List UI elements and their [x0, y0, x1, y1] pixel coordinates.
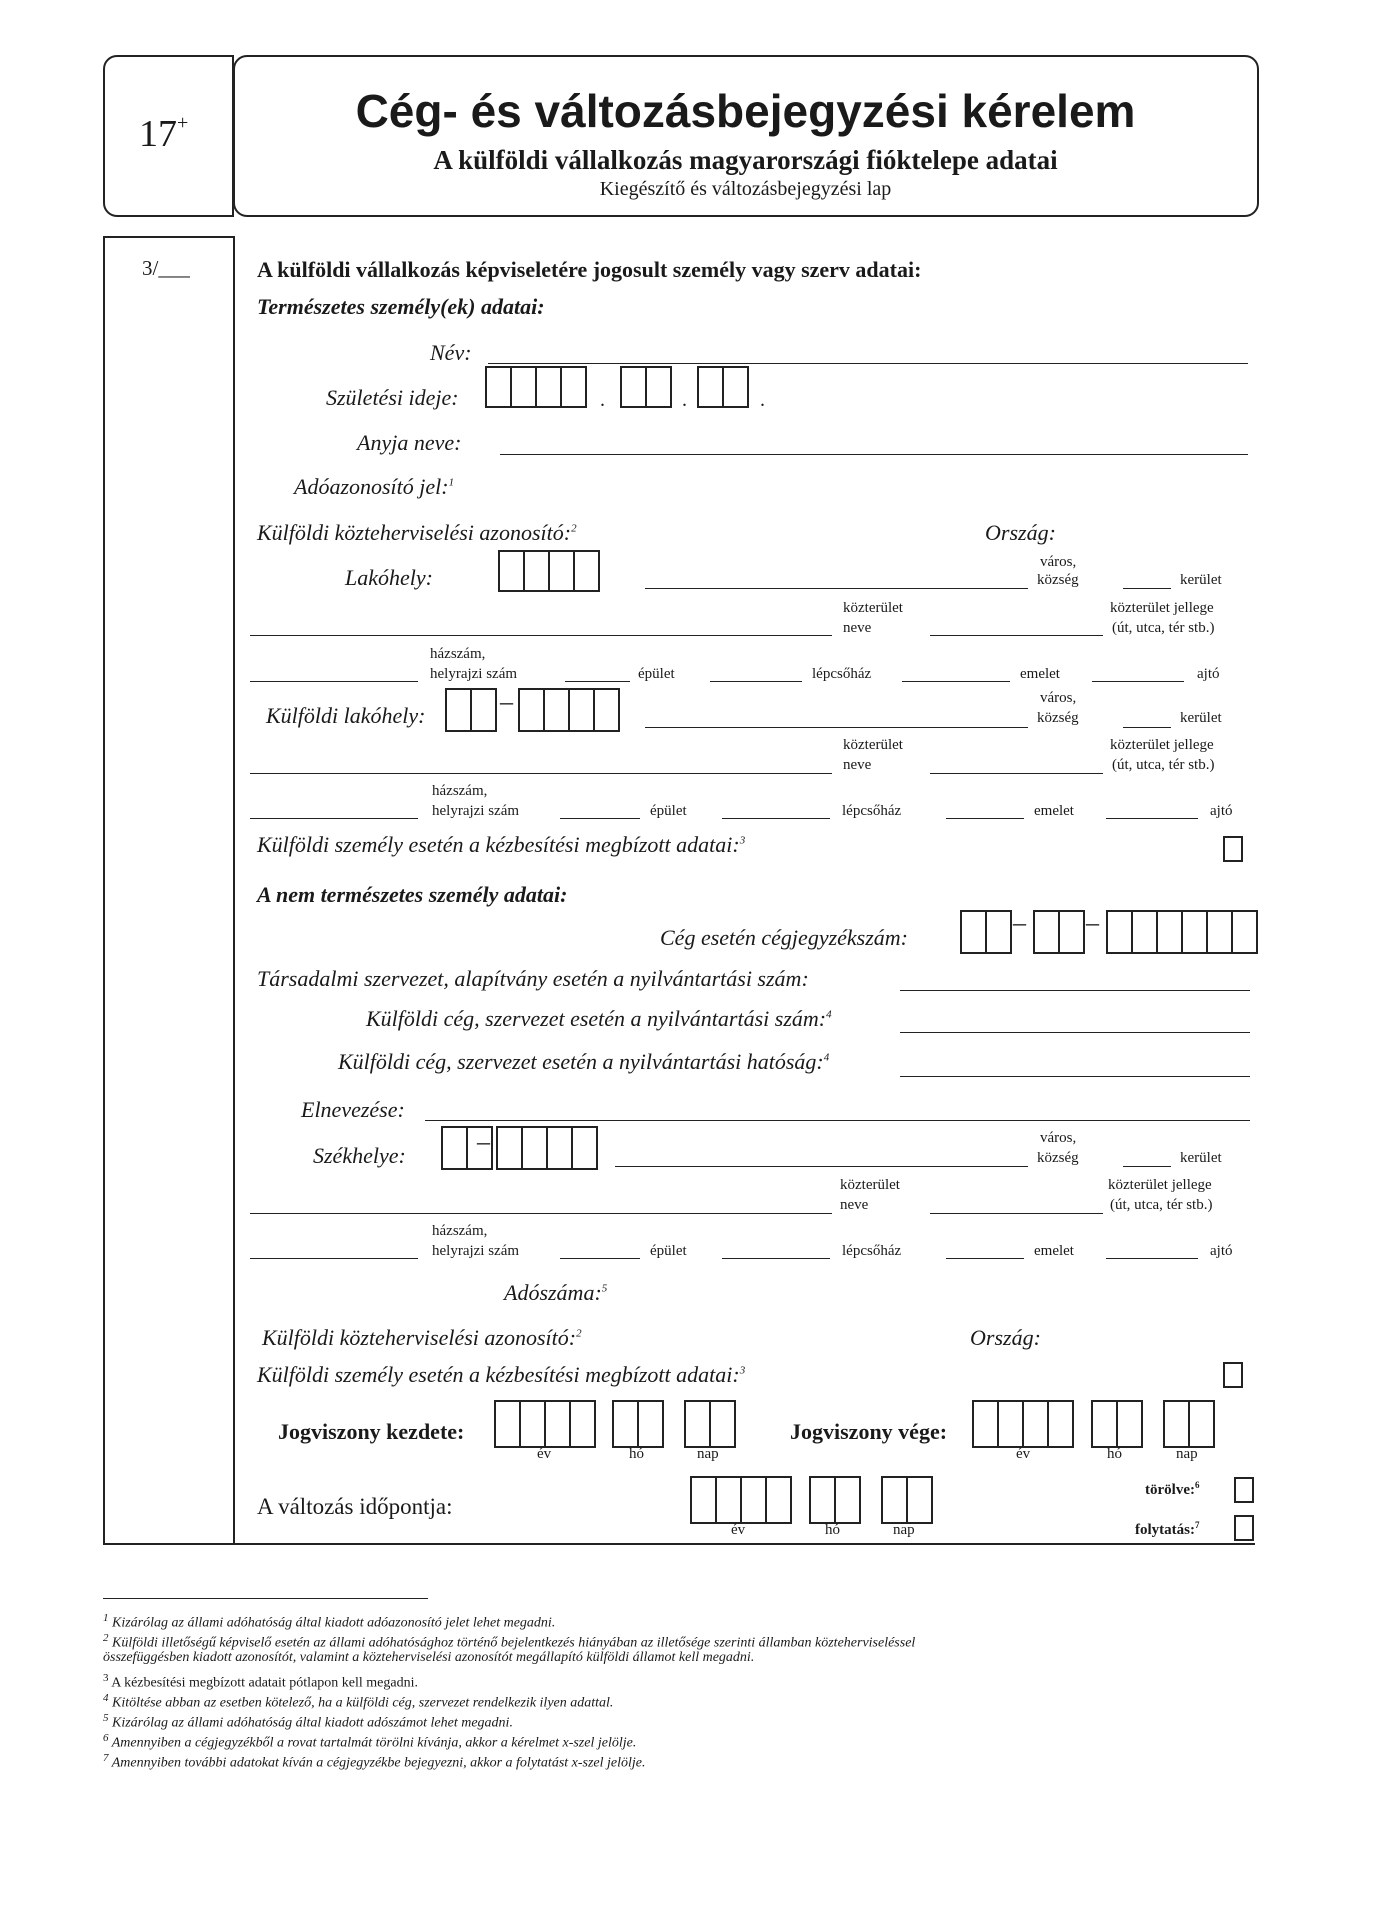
- vege-ho-label: hó: [1107, 1446, 1122, 1462]
- neve-label-3: neve: [840, 1197, 869, 1213]
- hazszam-label-2: házszám,: [432, 783, 488, 799]
- jellege-label: közterület jellege: [1110, 600, 1214, 616]
- kozterulet-label-3: közterület: [840, 1177, 900, 1193]
- szekhely-hazszam-input[interactable]: [250, 1258, 418, 1259]
- lakohely-hazszam-input[interactable]: [250, 681, 418, 682]
- footnote-rule: [103, 1598, 428, 1599]
- neve-label: neve: [843, 620, 872, 636]
- form-number: [139, 112, 188, 156]
- kezbesitesi-checkbox-1[interactable]: [1223, 836, 1243, 862]
- adoszama-label: [504, 1280, 607, 1306]
- kulfoldi-ceg-szam-input[interactable]: [900, 1032, 1250, 1033]
- section1-heading: A külföldi vállalkozás képviseletére jogosult személy vagy szerv adatai:: [257, 257, 922, 282]
- dot-3: .: [760, 389, 765, 411]
- fn-text-5: Kizárólag az állami adóhatóság által kiadott adószámot lehet megadni.: [112, 1715, 513, 1731]
- fn-num-7: 7: [103, 1752, 109, 1764]
- epulet-label: épület: [638, 666, 675, 682]
- footnote-2-cont: [103, 1648, 754, 1668]
- page-subtitle: A külföldi vállalkozás magyarországi fióktelepe adatai: [433, 145, 1058, 175]
- szekhely-emelet-input[interactable]: [1106, 1258, 1198, 1259]
- lakohely-city-input[interactable]: [645, 588, 1028, 589]
- fn-text-2b: összefüggésben kiadott azonosítót, valamint a közteherviselési azonosítót megállapító külföldi államot kell megadni.: [103, 1650, 755, 1665]
- sup-3b: 3: [739, 1364, 746, 1377]
- lakohely-street-input[interactable]: [250, 635, 832, 636]
- adoazonosito-label: [294, 474, 454, 500]
- kulfoldi-type-input[interactable]: [930, 773, 1103, 774]
- jellege2-label-3: (út, utca, tér stb.): [1110, 1197, 1213, 1213]
- epulet-label-2: épület: [650, 803, 687, 819]
- kerulet-label: kerület: [1180, 572, 1222, 588]
- kerulet-label-2: kerület: [1180, 710, 1222, 726]
- valtozas-label: A változás időpontja:: [257, 1494, 453, 1519]
- adoazonosito-text: Adóazonosító jel:: [294, 474, 449, 499]
- ajto-label: ajtó: [1197, 666, 1220, 682]
- kulfoldi-ceg-szam-label: [366, 1006, 832, 1032]
- natural-person-heading: Természetes személy(ek) adatai:: [257, 294, 545, 319]
- page-subsubtitle: Kiegészítő és változásbejegyzési lap: [599, 178, 892, 200]
- szekhely-helyrajzi-input[interactable]: [560, 1258, 640, 1259]
- jellege-label-3: közterület jellege: [1108, 1177, 1212, 1193]
- fn-text-2: Külföldi illetőségű képviselő esetén az állami adóhatósághoz történő bejelentkezés hiányában az illetősége szerinti államban közteherviseléssel: [112, 1635, 916, 1651]
- valtozas-nap-label: nap: [893, 1522, 915, 1538]
- fn-num-3: 3: [103, 1672, 109, 1684]
- hazszam-label-3: házszám,: [432, 1223, 488, 1239]
- orszag-label-2: Ország:: [970, 1325, 1041, 1350]
- emelet-label: emelet: [1020, 666, 1060, 682]
- jellege2-label: (út, utca, tér stb.): [1112, 620, 1215, 636]
- adoszama-text: Adószáma:: [504, 1280, 602, 1305]
- varos-label-3: város,: [1040, 1130, 1077, 1146]
- valtozas-ho-label: hó: [825, 1522, 840, 1538]
- fn-text-7: Amennyiben további adatokat kíván a cégjegyzékbe bejegyezni, akkor a folytatást x-szel jelölje.: [111, 1755, 646, 1771]
- page-title: Cég- és változásbejegyzési kérelem: [355, 85, 1136, 137]
- cegjegyzek-part3-field[interactable]: [1106, 910, 1258, 954]
- kulfoldi-ceg-szam-text: Külföldi cég, szervezet esetén a nyilvántartási szám:: [366, 1006, 827, 1031]
- kozseg-label-3: község: [1037, 1150, 1079, 1166]
- torolve-checkbox[interactable]: [1234, 1477, 1254, 1503]
- sup-4a: 4: [826, 1008, 832, 1021]
- emelet-label-2: emelet: [1034, 803, 1074, 819]
- kezdete-ho-field[interactable]: [612, 1400, 664, 1448]
- vege-ev-label: év: [1016, 1446, 1031, 1462]
- kulfoldi-helyrajzi-input[interactable]: [560, 818, 640, 819]
- kezdete-nap-label: nap: [697, 1446, 719, 1462]
- kozterulet-label: közterület: [843, 600, 903, 616]
- dash-1: –: [500, 687, 513, 716]
- kulfoldi-district-input[interactable]: [1123, 727, 1171, 728]
- sup-7: 7: [1195, 1520, 1200, 1530]
- valtozas-ev-field[interactable]: [690, 1476, 792, 1524]
- form-number-text: 17: [139, 113, 177, 155]
- ajto-label-2: ajtó: [1210, 803, 1233, 819]
- jellege-label-2: közterület jellege: [1110, 737, 1214, 753]
- neve-label-2: neve: [843, 757, 872, 773]
- szekhelye-label: Székhelye:: [313, 1143, 406, 1168]
- helyrajzi-label-2: helyrajzi szám: [432, 803, 520, 819]
- kulfoldi-ceg-hatosag-input[interactable]: [900, 1076, 1250, 1077]
- elnevezese-label: Elnevezése:: [301, 1097, 405, 1122]
- kezdete-ev-label: év: [537, 1446, 552, 1462]
- varos-label: város,: [1040, 554, 1077, 570]
- kezbesitesi-text-2: Külföldi személy esetén a kézbesítési megbízott adatai:: [257, 1362, 740, 1387]
- nev-input[interactable]: [488, 363, 1248, 364]
- szekhely-street-input[interactable]: [250, 1213, 832, 1214]
- lepcsohaz-label: lépcsőház: [812, 666, 872, 682]
- kulfoldi-azon-text-2: Külföldi közteherviselési azonosító:: [262, 1325, 577, 1350]
- cegjegyzek-part1-field[interactable]: [960, 910, 1012, 954]
- vege-ev-field[interactable]: [972, 1400, 1074, 1448]
- folytatas-text: folytatás:: [1135, 1522, 1195, 1538]
- valtozas-ev-label: év: [731, 1522, 746, 1538]
- ajto-label-3: ajtó: [1210, 1243, 1233, 1259]
- kozseg-label-2: község: [1037, 710, 1079, 726]
- anyja-label: Anyja neve:: [357, 430, 462, 455]
- lepcsohaz-label-3: lépcsőház: [842, 1243, 902, 1259]
- kulfoldi-ceg-hatosag-label: [338, 1049, 829, 1075]
- page-ref: 3/___: [142, 256, 190, 280]
- vege-ho-field[interactable]: [1091, 1400, 1143, 1448]
- kezbesitesi-text-1: Külföldi személy esetén a kézbesítési megbízott adatai:: [257, 832, 740, 857]
- kezdete-ho-label: hó: [629, 1446, 644, 1462]
- birth-month-field[interactable]: [620, 366, 672, 408]
- hazszam-label: házszám,: [430, 646, 486, 662]
- kulfoldi-country-code-field[interactable]: [445, 688, 497, 732]
- sup-2b: 2: [576, 1327, 582, 1340]
- lakohely-lepcsohaz-input[interactable]: [902, 681, 1010, 682]
- kulfoldi-azon-label-2: [262, 1325, 582, 1351]
- kerulet-label-3: kerület: [1180, 1150, 1222, 1166]
- szekhely-lepcsohaz-input[interactable]: [946, 1258, 1024, 1259]
- dash-3: –: [1086, 908, 1099, 937]
- kulfoldi-hazszam-input[interactable]: [250, 818, 418, 819]
- vege-nap-label: nap: [1176, 1446, 1198, 1462]
- footnote-7: [103, 1748, 646, 1774]
- fn-text-6: Amennyiben a cégjegyzékből a rovat tartalmát törölni kívánja, akkor a kérelmet x-szel jelölje.: [111, 1735, 637, 1751]
- fn-num-1: 1: [103, 1612, 109, 1624]
- emelet-label-3: emelet: [1034, 1243, 1074, 1259]
- kezbesitesi-label-2: [257, 1362, 745, 1388]
- birth-year-field[interactable]: [485, 366, 587, 408]
- sup-4b: 4: [823, 1051, 830, 1064]
- kulfoldi-zip-field[interactable]: [518, 688, 620, 732]
- kulfoldi-street-input[interactable]: [250, 773, 832, 774]
- cegjegyzek-part2-field[interactable]: [1033, 910, 1085, 954]
- epulet-label-3: épület: [650, 1243, 687, 1259]
- bottom-rule: [103, 1543, 1255, 1545]
- szuletesi-label: Születési ideje:: [326, 385, 459, 410]
- kulfoldi-city-input[interactable]: [645, 727, 1028, 728]
- lakohely-type-input[interactable]: [930, 635, 1103, 636]
- section2-heading: A nem természetes személy adatai:: [257, 882, 568, 907]
- valtozas-ho-field[interactable]: [809, 1476, 861, 1524]
- fn-text-3: A kézbesítési megbízott adatait pótlapon kell megadni.: [111, 1675, 418, 1691]
- jogviszony-vege-label: Jogviszony vége:: [790, 1419, 948, 1444]
- fn-num-2: 2: [103, 1632, 109, 1644]
- dash-4: –: [477, 1127, 490, 1156]
- folytatas-checkbox[interactable]: [1234, 1515, 1254, 1541]
- fn-text-4: Kitöltése abban az esetben kötelező, ha a külföldi cég, szervezet rendelkezik ilyen adattal.: [112, 1695, 614, 1711]
- birth-day-field[interactable]: [697, 366, 749, 408]
- jogviszony-kezdete-label: Jogviszony kezdete:: [278, 1419, 465, 1444]
- vege-nap-field[interactable]: [1163, 1400, 1215, 1448]
- torolve-text: törölve:: [1145, 1482, 1195, 1498]
- dash-2: –: [1013, 908, 1026, 937]
- kulfoldi-epulet-input[interactable]: [722, 818, 830, 819]
- side-column: [103, 236, 235, 1545]
- cegjegyzekszam-label: Cég esetén cégjegyzékszám:: [660, 925, 909, 950]
- helyrajzi-label: helyrajzi szám: [430, 666, 518, 682]
- lakohely-district-input[interactable]: [1123, 588, 1171, 589]
- torolve-label: [1145, 1480, 1199, 1499]
- kulfoldi-azon-label: [257, 520, 577, 546]
- dot-1: .: [600, 389, 605, 411]
- szekhely-type-input[interactable]: [930, 1213, 1103, 1214]
- lakohely-zip-field[interactable]: [498, 550, 600, 592]
- orszag-label: Ország:: [985, 520, 1056, 545]
- lepcsohaz-label-2: lépcsőház: [842, 803, 902, 819]
- sup-6: 6: [1194, 1480, 1200, 1490]
- nev-label: Név:: [430, 340, 472, 365]
- kezbesitesi-checkbox-2[interactable]: [1223, 1362, 1243, 1388]
- szekhely-epulet-input[interactable]: [722, 1258, 830, 1259]
- fn-text-1: Kizárólag az állami adóhatóság által kiadott adóazonosító jelet lehet megadni.: [112, 1615, 556, 1631]
- helyrajzi-label-3: helyrajzi szám: [432, 1243, 520, 1259]
- varos-label-2: város,: [1040, 690, 1077, 706]
- kulfoldi-lakohely-label: Külföldi lakóhely:: [266, 703, 426, 728]
- sup-5: 5: [601, 1282, 608, 1295]
- kezbesitesi-label-1: [257, 832, 745, 858]
- fn-num-6: 6: [103, 1732, 109, 1744]
- anyja-input[interactable]: [500, 454, 1248, 455]
- szekhely-zip-field[interactable]: [496, 1126, 598, 1170]
- sup-3: 3: [739, 834, 746, 847]
- szekhely-city-input[interactable]: [615, 1166, 1028, 1167]
- lakohely-epulet-input[interactable]: [710, 681, 802, 682]
- kulfoldi-ceg-hatosag-text: Külföldi cég, szervezet esetén a nyilvántartási hatóság:: [338, 1049, 824, 1074]
- valtozas-nap-field[interactable]: [881, 1476, 933, 1524]
- kulfoldi-emelet-input[interactable]: [1106, 818, 1198, 819]
- kozseg-label: község: [1037, 572, 1079, 588]
- lakohely-helyrajzi-input[interactable]: [565, 681, 630, 682]
- szekhely-district-input[interactable]: [1123, 1166, 1171, 1167]
- tarsadalmi-input[interactable]: [900, 990, 1250, 991]
- kezdete-ev-field[interactable]: [494, 1400, 596, 1448]
- form-number-sup: +: [177, 112, 189, 134]
- kezdete-nap-field[interactable]: [684, 1400, 736, 1448]
- fn-num-4: 4: [103, 1692, 109, 1704]
- jellege2-label-2: (út, utca, tér stb.): [1112, 757, 1215, 773]
- folytatas-label: [1135, 1520, 1200, 1539]
- elnevezese-input[interactable]: [425, 1120, 1250, 1121]
- kulfoldi-lepcsohaz-input[interactable]: [946, 818, 1024, 819]
- lakohely-emelet-input[interactable]: [1092, 681, 1184, 682]
- sup-1: 1: [448, 476, 455, 489]
- kulfoldi-azon-text: Külföldi közteherviselési azonosító:: [257, 520, 572, 545]
- sup-2: 2: [571, 522, 577, 535]
- tarsadalmi-label: Társadalmi szervezet, alapítvány esetén a nyilvántartási szám:: [257, 966, 809, 991]
- fn-num-5: 5: [103, 1712, 109, 1724]
- dot-2: .: [682, 389, 687, 411]
- kozterulet-label-2: közterület: [843, 737, 903, 753]
- lakohely-label: Lakóhely:: [345, 565, 433, 590]
